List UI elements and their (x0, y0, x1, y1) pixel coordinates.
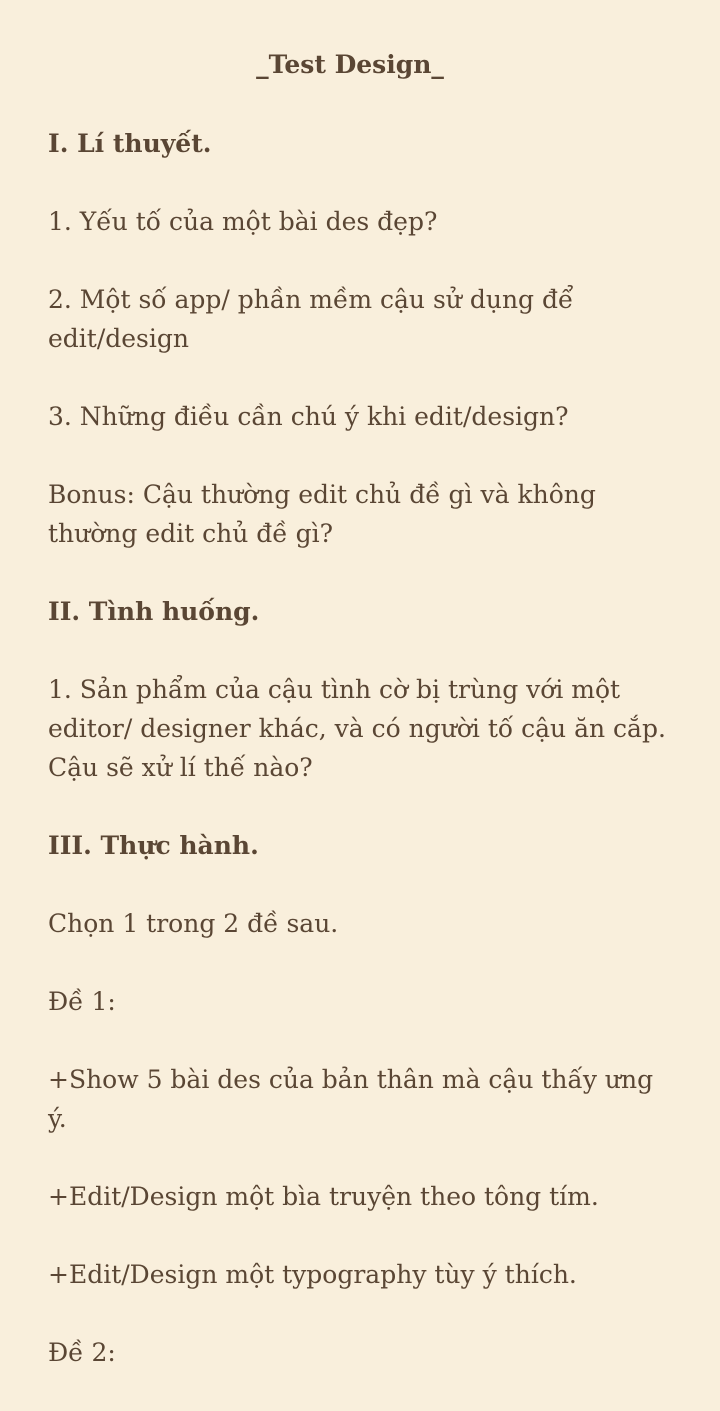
paragraph: Đề 1: (48, 987, 116, 1016)
paragraph: Bonus: Cậu thường edit chủ đề gì và không thường edit chủ đề gì? (48, 480, 596, 548)
paragraph: +Edit/Design một typography tùy ý thích. (48, 1260, 577, 1289)
section-heading: III. Thực hành. (48, 831, 259, 860)
chapter-body (48, 124, 668, 1411)
paragraph: Chọn 1 trong 2 đề sau. (48, 909, 339, 938)
paragraph: Đề 2: (48, 1338, 116, 1367)
paragraph: 1. Yếu tố của một bài des đẹp? (48, 207, 438, 236)
paragraph: +Show 5 bài des của bản thân mà cậu thấy ưng ý. (48, 1065, 654, 1133)
paragraph: 1. Sản phẩm của cậu tình cờ bị trùng với một editor/ designer khác, và có người tố cậu ăn cắp. Cậu sẽ xử lí thế nào? (48, 675, 666, 782)
section-heading: II. Tình huống. (48, 597, 260, 626)
paragraph: 3. Những điều cần chú ý khi edit/design? (48, 402, 569, 431)
paragraph: +Edit/Design một bìa truyện theo tông tím. (48, 1182, 599, 1211)
paragraph: 2. Một số app/ phần mềm cậu sử dụng để edit/design (48, 285, 574, 353)
section-heading: I. Lí thuyết. (48, 129, 212, 158)
chapter-title: _Test Design_ (256, 50, 444, 79)
